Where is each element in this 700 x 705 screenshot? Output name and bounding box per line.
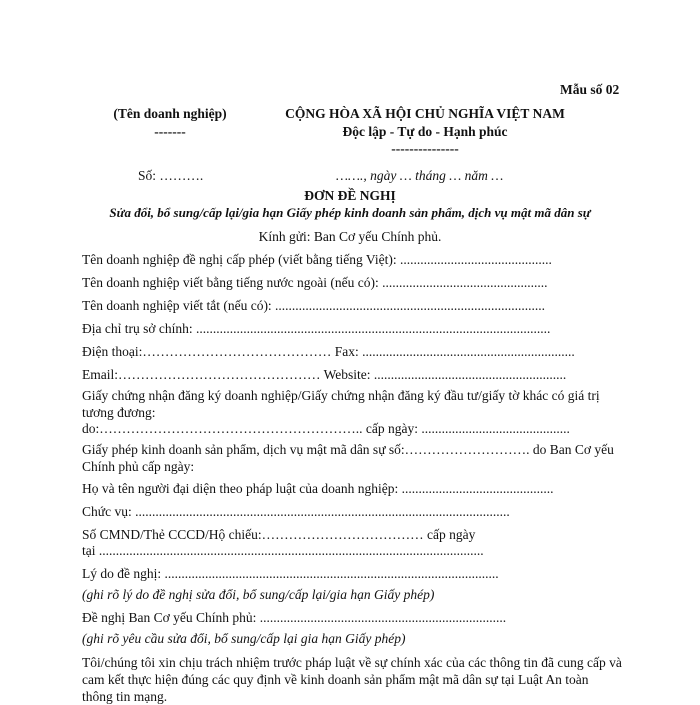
field-name-foreign: Tên doanh nghiệp viết bằng tiếng nước ngoài (nếu có): ................................................. <box>82 275 548 290</box>
field-email-website: Email:……………………………………… Website: ......................................................... <box>82 367 567 382</box>
field-reason: Lý do đề nghị: ................................................................................................... <box>82 566 499 581</box>
field-legal-representative: Họ và tên người đại diện theo pháp luật của doanh nghiệp: ............................................. <box>82 481 554 496</box>
company-placeholder: (Tên doanh nghiệp) <box>113 106 227 121</box>
field-id-number: Số CMND/Thẻ CCCD/Hộ chiếu:……………………………… cấp ngày <box>82 527 476 542</box>
recipient: Kính gửi: Ban Cơ yếu Chính phủ. <box>258 229 442 244</box>
motto-dashes: --------------- <box>391 141 459 156</box>
field-license: Giấy phép kinh doanh sản phẩm, dịch vụ mật mã dân sự số:………………………. do Ban Cơ yếu Chính phủ cấp ngày: <box>82 442 614 474</box>
country-heading: CỘNG HÒA XÃ HỘI CHỦ NGHĨA VIỆT NAM <box>285 106 565 121</box>
field-id-place: tại .................................................................................................................. <box>82 543 484 558</box>
form-subtitle: Sửa đổi, bổ sung/cấp lại/gia hạn Giấy phép kinh doanh sản phẩm, dịch vụ mật mã dân sự <box>109 205 591 220</box>
field-name-vn: Tên doanh nghiệp đề nghị cấp phép (viết bằng tiếng Việt): ............................................. <box>82 252 552 267</box>
field-name-short: Tên doanh nghiệp viết tắt (nếu có): ................................................................................ <box>82 298 546 313</box>
field-address: Địa chỉ trụ sở chính: ......................................................................................................... <box>82 321 551 336</box>
field-position: Chức vụ: ............................................................................................................... <box>82 504 510 519</box>
form-title: ĐƠN ĐỀ NGHỊ <box>304 188 396 203</box>
document-number: Số: ………. <box>138 168 204 183</box>
field-phone-fax: Điện thoại:…………………………………… Fax: ............................................................... <box>82 344 575 359</box>
field-reason-note: (ghi rõ lý do đề nghị sửa đổi, bổ sung/cấp lại/gia hạn Giấy phép) <box>82 587 435 602</box>
motto: Độc lập - Tự do - Hạnh phúc <box>342 124 508 139</box>
field-registration-issuer: do:………………………………………………….. cấp ngày: ............................................ <box>82 421 570 436</box>
company-dashes: ------- <box>154 124 186 139</box>
pledge-paragraph: Tôi/chúng tôi xin chịu trách nhiệm trước pháp luật về sự chính xác của các thông tin đã cung cấp và cam kết thực hiện đúng các quy định về kinh doanh sản phẩm mật mã dân sự tại Luật An toàn thông tin mạng. <box>82 655 622 704</box>
field-request-note: (ghi rõ yêu cầu sửa đổi, bổ sung/cấp lại gia hạn Giấy phép) <box>82 631 406 646</box>
field-registration-cert: Giấy chứng nhận đăng ký doanh nghiệp/Giấy chứng nhận đăng ký đầu tư/giấy tờ khác có giá trị tương đương: <box>82 388 600 420</box>
document-date: ……., ngày … tháng … năm … <box>336 168 504 183</box>
field-request: Đề nghị Ban Cơ yếu Chính phủ: ......................................................................... <box>82 610 507 625</box>
form-number: Mẫu số 02 <box>560 82 620 97</box>
